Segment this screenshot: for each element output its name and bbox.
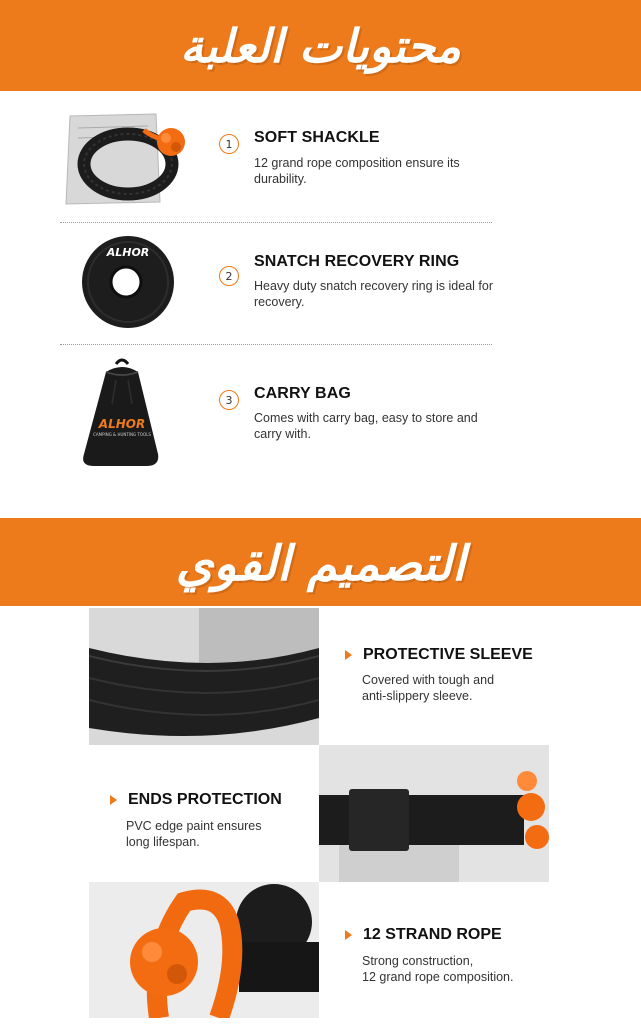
feature-title-text: ENDS PROTECTION xyxy=(128,791,282,808)
sleeve-illustration xyxy=(89,608,319,745)
item-title: SNATCH RECOVERY RING xyxy=(254,253,460,270)
bag-brand-sub-label: CAMPING & HUNTING TOOLS xyxy=(93,432,151,437)
item-description: Comes with carry bag, easy to store and carry with. xyxy=(254,411,478,441)
ends-protection-photo xyxy=(319,745,549,882)
ring-brand-label: ALHOR xyxy=(106,246,150,259)
rope-illustration xyxy=(89,882,319,1018)
item-title: CARRY BAG xyxy=(254,385,351,402)
soft-shackle-image xyxy=(48,108,198,208)
ends-illustration xyxy=(319,745,549,882)
bullet-triangle-icon xyxy=(345,930,352,940)
item-description: Heavy duty snatch recovery ring is ideal for recovery. xyxy=(254,279,493,309)
bullet-triangle-icon xyxy=(110,795,117,805)
design-banner xyxy=(0,518,641,606)
feature-title xyxy=(345,926,502,944)
feature-title xyxy=(110,791,282,809)
bag-brand-label: ALHOR xyxy=(98,417,146,431)
divider xyxy=(60,222,492,223)
protective-sleeve-photo xyxy=(89,608,319,745)
feature-description-line: long lifespan. xyxy=(126,835,200,849)
banner-title-box-contents: محتويات العلبة xyxy=(180,18,461,73)
feature-description xyxy=(362,672,494,704)
feature-description xyxy=(126,818,262,850)
item-number-badge: 2 xyxy=(219,266,239,286)
feature-description-line: Covered with tough and xyxy=(362,673,495,687)
item-title: SOFT SHACKLE xyxy=(254,129,380,146)
item-number-badge: 3 xyxy=(219,390,239,410)
feature-description-line: anti-slippery sleeve. xyxy=(362,689,473,703)
feature-description-line: Strong construction, xyxy=(362,954,474,968)
feature-title-text: 12 STRAND ROPE xyxy=(363,926,502,943)
recovery-ring-image xyxy=(78,232,178,332)
feature-description-line: PVC edge paint ensures xyxy=(126,819,262,833)
divider xyxy=(60,344,492,345)
top-banner xyxy=(0,0,641,91)
feature-title-text: PROTECTIVE SLEEVE xyxy=(363,646,533,663)
banner-title-strong-design: التصميم القوي xyxy=(175,536,466,592)
feature-description xyxy=(362,953,513,985)
carry-bag-image xyxy=(76,354,168,469)
strand-rope-photo xyxy=(89,882,319,1018)
item-number-badge: 1 xyxy=(219,134,239,154)
feature-description-line: 12 grand rope composition. xyxy=(362,970,514,984)
feature-title xyxy=(345,646,533,664)
bullet-triangle-icon xyxy=(345,650,352,660)
item-description: 12 grand rope composition ensure its durability. xyxy=(254,156,460,186)
